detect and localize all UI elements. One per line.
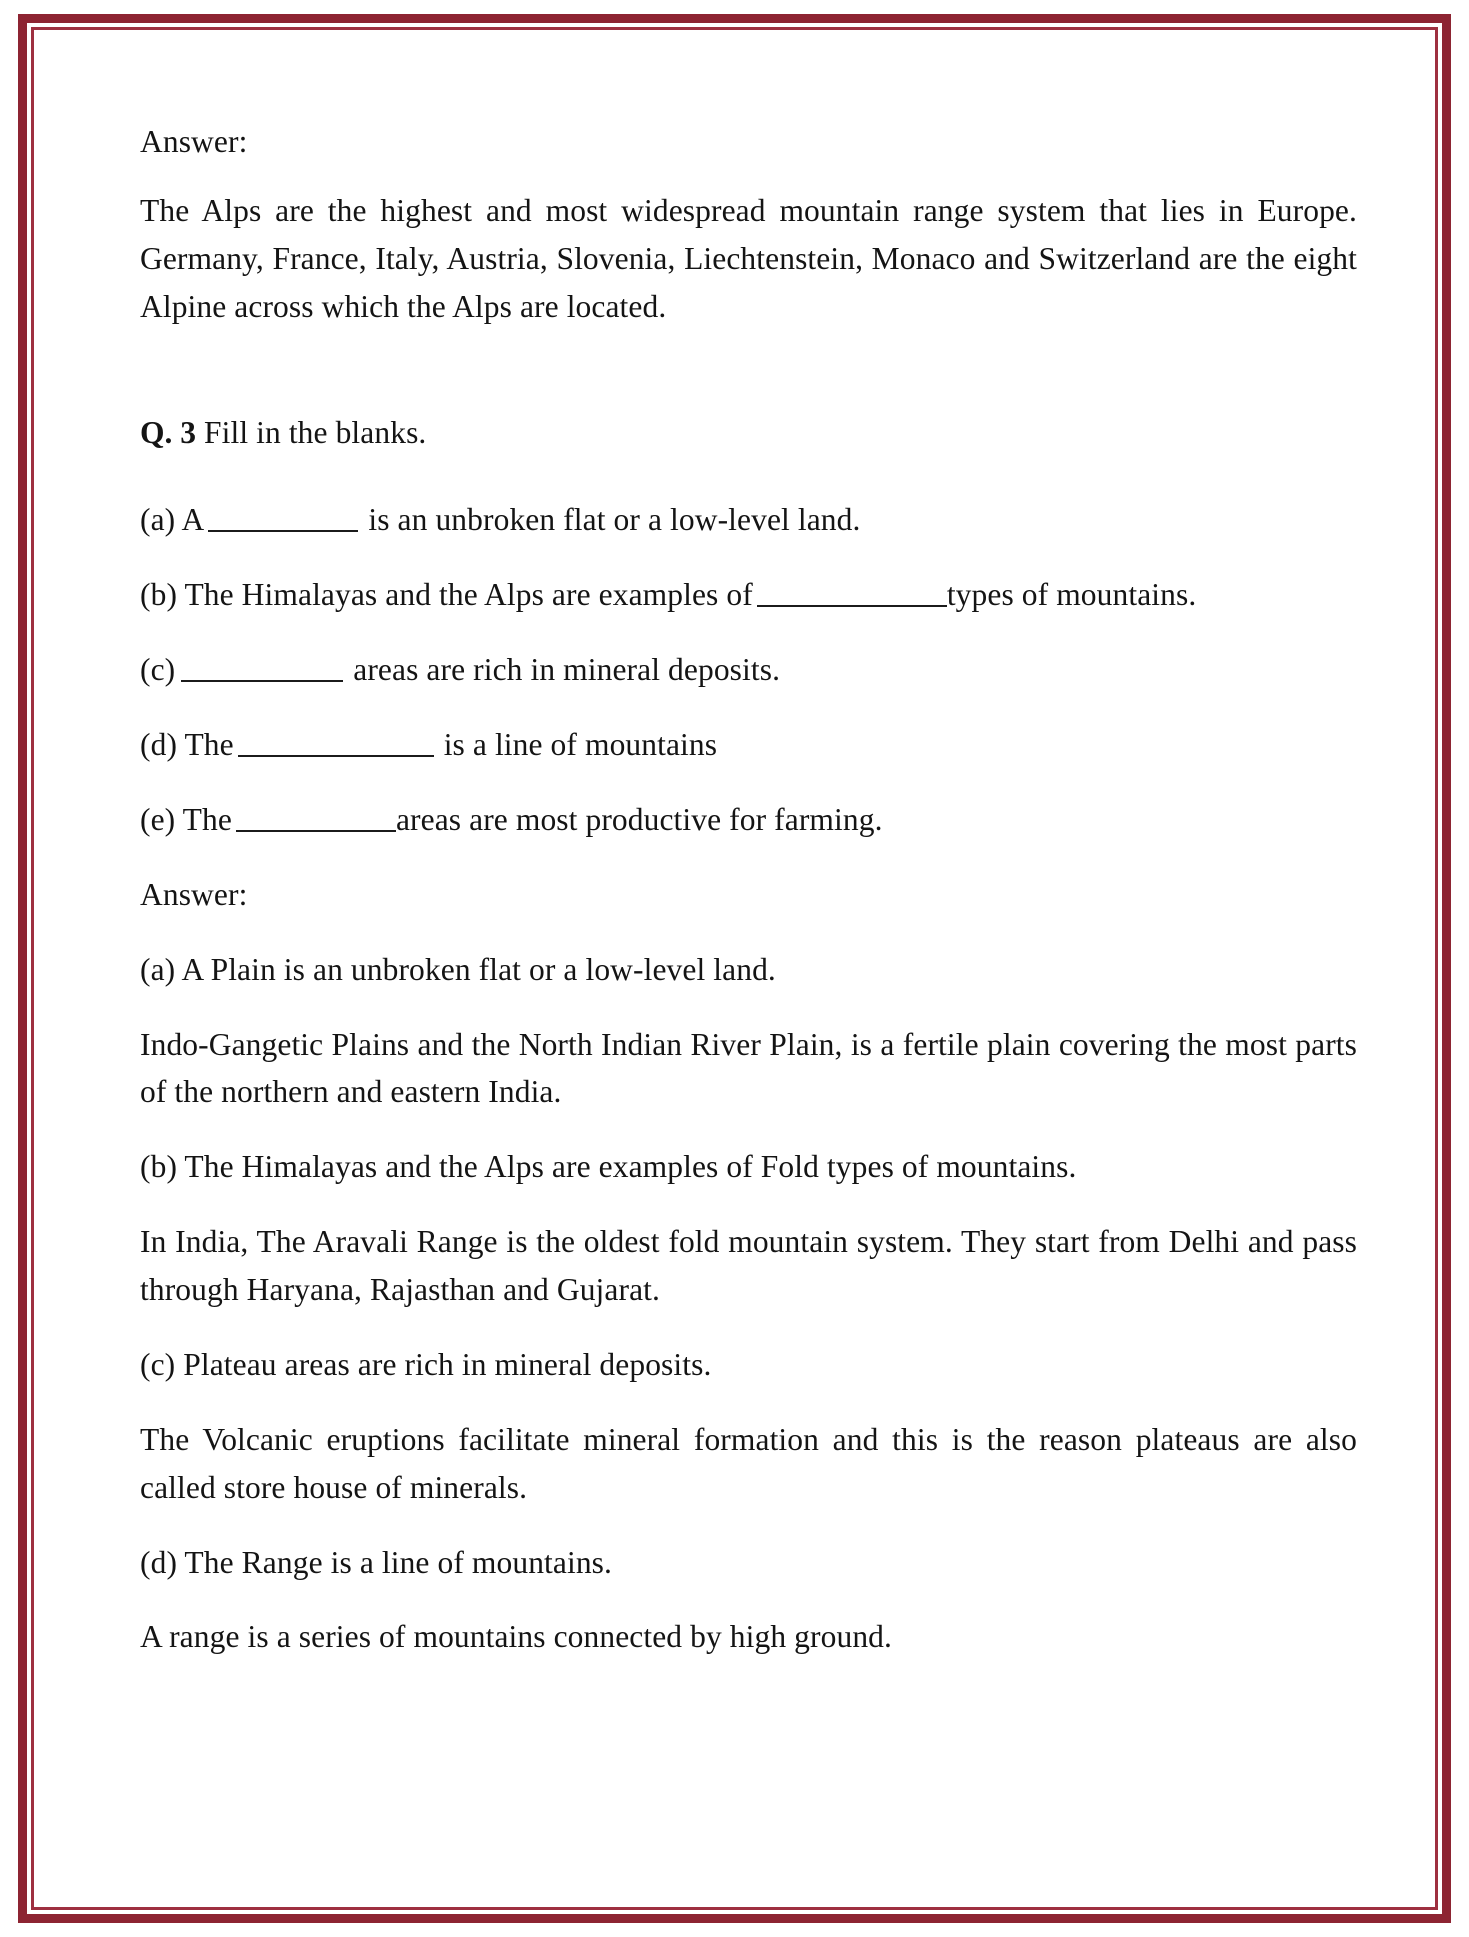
answer-b-explanation: In India, The Aravali Range is the oldest fold mountain system. They start from Delhi and pass through Haryana, Rajasthan and Gujarat. xyxy=(140,1224,1357,1307)
answer-c-explanation: The Volcanic eruptions facilitate mineral formation and this is the reason plateaus are also called store house of minerals. xyxy=(140,1421,1357,1505)
item-e-marker: (e) xyxy=(140,801,176,837)
fill-blank-item-c xyxy=(140,646,1357,694)
question-heading xyxy=(140,409,1357,457)
answer-d-line: (d) The Range is a line of mountains. xyxy=(140,1544,613,1580)
answer-a-explanation: Indo-Gangetic Plains and the North Indian River Plain, is a fertile plain covering the most parts of the northern and eastern India. xyxy=(140,1026,1357,1110)
item-b-blank[interactable] xyxy=(757,605,947,607)
item-d-marker: (d) xyxy=(140,727,178,762)
item-b-before: The Himalayas and the Alps are examples of xyxy=(184,577,753,613)
item-a-marker: (a) xyxy=(140,502,176,538)
item-a-before: A xyxy=(181,502,205,538)
item-e-before: The xyxy=(182,801,232,837)
answer-label-first: Answer: xyxy=(140,124,248,159)
answer-c-line: (c) Plateau areas are rich in mineral deposits. xyxy=(140,1346,712,1382)
fill-blank-item-b xyxy=(140,571,1357,619)
answer-d-explanation: A range is a series of mountains connected by high ground. xyxy=(140,1619,893,1655)
item-d-after: is a line of mountains xyxy=(443,727,718,762)
fill-blank-item-e xyxy=(140,796,1357,844)
question-number: Q. 3 xyxy=(140,414,197,450)
answer-b-line: (b) The Himalayas and the Alps are examples of Fold types of mountains. xyxy=(140,1149,1077,1185)
question-prompt: Fill in the blanks. xyxy=(204,414,427,450)
item-b-marker: (b) xyxy=(140,577,178,613)
item-d-before: The xyxy=(184,727,234,762)
item-b-after: types of mountains. xyxy=(946,577,1197,613)
answer-a-line: (a) A Plain is an unbroken flat or a low-level land. xyxy=(140,951,776,987)
item-e-blank[interactable] xyxy=(236,830,396,832)
item-c-after: areas are rich in mineral deposits. xyxy=(353,652,781,688)
item-c-marker: (c) xyxy=(140,652,176,688)
item-a-blank[interactable] xyxy=(208,530,358,532)
item-a-after: is an unbroken flat or a low-level land. xyxy=(368,502,861,538)
fill-blank-item-d xyxy=(140,721,1357,769)
alps-answer-paragraph: The Alps are the highest and most widespread mountain range system that lies in Europe. Germany, France, Italy, Austria, Slovenia, Liechtenstein, Monaco and Switzerland are the eight Alpine across which the Alps are located. xyxy=(140,192,1357,324)
item-c-blank[interactable] xyxy=(181,680,343,682)
fill-blank-item-a xyxy=(140,496,1357,544)
answer-label-second: Answer: xyxy=(140,876,248,912)
item-d-blank[interactable] xyxy=(238,755,434,757)
item-e-after: areas are most productive for farming. xyxy=(395,801,883,837)
